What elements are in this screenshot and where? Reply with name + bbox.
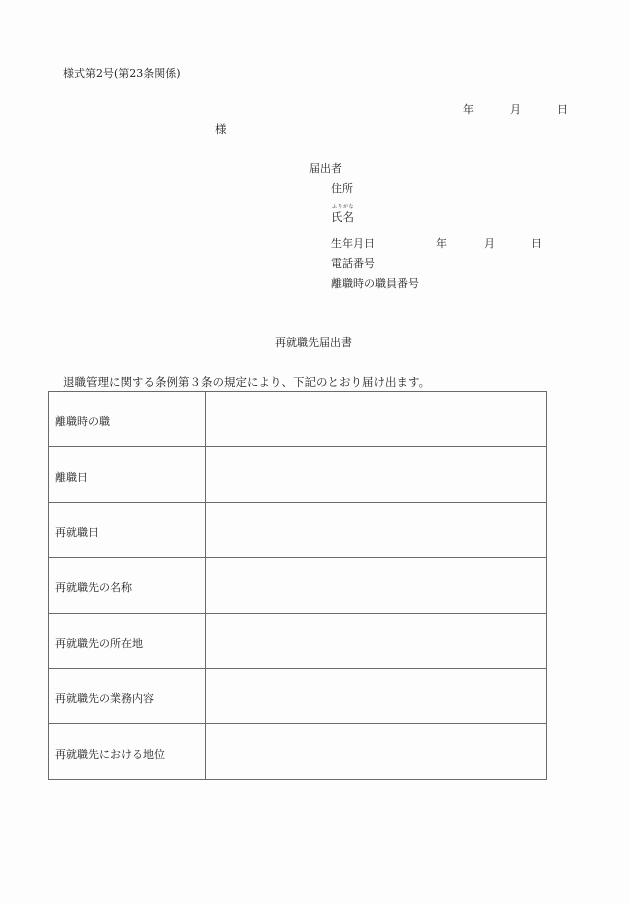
row-value-position-at-retirement[interactable] <box>206 392 547 447</box>
row-value-employer-name[interactable] <box>206 558 547 613</box>
table-row <box>49 392 547 447</box>
table-row <box>49 613 547 668</box>
row-label-employer-location: 再就職先の所在地 <box>49 613 206 668</box>
name-label: 氏名 <box>331 210 354 224</box>
dob-year-label: 年 <box>436 237 447 250</box>
form-number: 様式第2号(第23条関係) <box>63 67 181 80</box>
date-month-label: 月 <box>510 103 521 116</box>
row-label-reemployment-date: 再就職日 <box>49 502 206 557</box>
submitter-label: 届出者 <box>309 162 342 175</box>
reemployment-table <box>48 391 547 780</box>
statement-text: 退職管理に関する条例第３条の規定により、下記のとおり届け出ます。 <box>63 375 431 389</box>
table-row <box>49 668 547 723</box>
row-label-position-at-retirement: 離職時の職 <box>49 392 206 447</box>
row-value-employer-location[interactable] <box>206 613 547 668</box>
dob-label: 生年月日 <box>331 237 375 250</box>
dob-day-label: 日 <box>531 237 542 250</box>
employee-number-label: 離職時の職員番号 <box>331 277 419 290</box>
row-value-retirement-date[interactable] <box>206 447 547 502</box>
date-year-label: 年 <box>463 103 474 116</box>
furigana-label: ふりがな <box>332 204 355 210</box>
table-row <box>49 447 547 502</box>
address-label: 住所 <box>331 182 353 195</box>
table-row <box>49 724 547 779</box>
phone-label: 電話番号 <box>331 257 375 270</box>
row-value-position-at-employer[interactable] <box>206 724 547 779</box>
document-title: 再就職先届出書 <box>275 336 352 349</box>
row-label-employer-name: 再就職先の名称 <box>49 558 206 613</box>
row-label-employer-business: 再就職先の業務内容 <box>49 668 206 723</box>
row-label-position-at-employer: 再就職先における地位 <box>49 724 206 779</box>
row-value-employer-business[interactable] <box>206 668 547 723</box>
table-row <box>49 558 547 613</box>
row-label-retirement-date: 離職日 <box>49 447 206 502</box>
date-day-label: 日 <box>557 103 568 116</box>
dob-month-label: 月 <box>484 237 495 250</box>
table-row <box>49 502 547 557</box>
row-value-reemployment-date[interactable] <box>206 502 547 557</box>
addressee-suffix: 様 <box>215 122 227 136</box>
